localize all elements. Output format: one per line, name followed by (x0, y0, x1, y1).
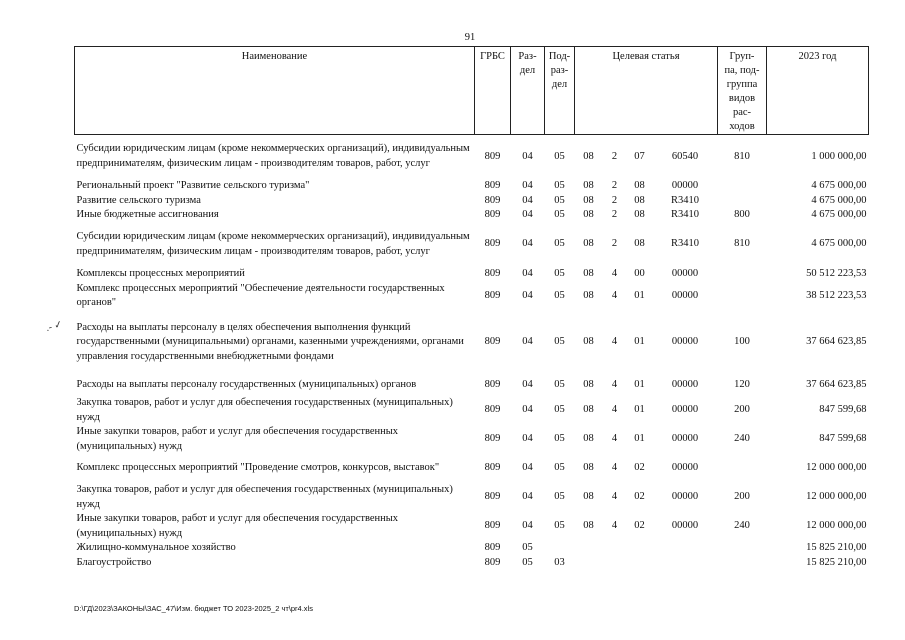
cell-name: Расходы на выплаты персоналу государственных (муниципальных) органов (76, 378, 417, 390)
header-year: 2023 год (767, 47, 869, 135)
cell-name: Субсидии юридическим лицам (кроме некоммерческих организаций), индивидуальным предпринимателям, физическим лицам - производителям товаров, работ, услуг (76, 143, 470, 169)
cell-pr: 05 (554, 289, 565, 301)
cell-vr (718, 541, 767, 556)
cell-grbs: 809 (484, 336, 501, 348)
cell-grbs: 809 (484, 179, 501, 191)
cell-grbs: 809 (484, 378, 501, 390)
cell-t2 (603, 556, 627, 571)
cell-sum: 12 000 000,00 (806, 491, 867, 503)
cell-t2: 4 (611, 433, 618, 445)
scan-mark: .- ✓ (44, 319, 64, 334)
cell-t3: 08 (634, 209, 645, 220)
cell-t1: 08 (583, 491, 594, 503)
cell-t4: 00000 (671, 267, 699, 279)
cell-name: Субсидии юридическим лицам (кроме некоммерческих организаций), индивидуальным предпринимателям, физическим лицам - производителям товаров, работ, услуг (76, 231, 470, 257)
cell-grbs: 809 (484, 462, 501, 474)
cell-t1: 08 (583, 433, 594, 445)
cell-name: Закупка товаров, работ и услуг для обеспечения государственных (муниципальных) нужд (76, 397, 453, 423)
cell-t4 (653, 556, 718, 571)
cell-pr: 05 (554, 378, 565, 390)
cell-t2: 2 (611, 150, 618, 162)
cell-t3: 02 (634, 520, 645, 532)
cell-t1: 08 (583, 238, 594, 250)
cell-t4: 00000 (671, 491, 699, 503)
header-name: Наименование (75, 47, 475, 135)
cell-sum: 4 675 000,00 (811, 209, 867, 220)
table-row (75, 135, 869, 179)
cell-name: Иные бюджетные ассигнования (76, 209, 219, 220)
cell-name: Жилищно-коммунальное хозяйство (76, 542, 236, 554)
header-razdel: Раз- дел (511, 47, 545, 135)
cell-name: Развитие сельского туризма (76, 194, 201, 206)
cell-vr (718, 267, 767, 282)
cell-t1: 08 (583, 462, 594, 474)
cell-pr: 05 (554, 238, 565, 250)
table-row (75, 179, 869, 194)
cell-rz: 04 (522, 378, 533, 390)
cell-name: Закупка товаров, работ и услуг для обеспечения государственных (муниципальных) нужд (76, 484, 453, 510)
cell-rz: 04 (522, 150, 533, 162)
cell-t1: 08 (583, 209, 594, 220)
cell-t4: 00000 (671, 336, 699, 348)
cell-vr: 120 (734, 378, 750, 390)
cell-pr: 05 (554, 433, 565, 445)
cell-pr (545, 541, 575, 556)
cell-vr (718, 194, 767, 209)
cell-name: Благоустройство (76, 557, 152, 569)
cell-vr: 240 (734, 520, 750, 532)
cell-sum: 847 599,68 (819, 433, 867, 445)
cell-t4: 00000 (671, 520, 699, 532)
cell-name: Расходы на выплаты персоналу в целях обеспечения выполнения функций государственными (муниципальными) органами, казенными учреждениями, органами управления государственными внебюджетными фондами (76, 321, 464, 362)
cell-t3: 02 (634, 491, 645, 503)
cell-rz: 04 (522, 462, 533, 474)
table-row (75, 281, 869, 311)
cell-t3: 01 (634, 289, 645, 301)
cell-t3: 01 (634, 336, 645, 348)
cell-vr: 100 (734, 336, 750, 348)
cell-pr: 05 (554, 150, 565, 162)
cell-sum: 847 599,68 (819, 404, 867, 416)
cell-pr: 05 (554, 179, 565, 191)
cell-vr: 200 (734, 491, 750, 503)
cell-rz: 04 (522, 336, 533, 348)
cell-vr (718, 556, 767, 571)
cell-t3: 01 (634, 404, 645, 416)
cell-name: Комплексы процессных мероприятий (76, 267, 245, 279)
cell-sum: 38 512 223,53 (806, 289, 867, 301)
cell-sum: 4 675 000,00 (811, 179, 867, 191)
cell-rz: 04 (522, 194, 533, 206)
cell-rz: 04 (522, 404, 533, 416)
cell-grbs: 809 (484, 209, 501, 220)
cell-pr: 03 (554, 557, 565, 569)
cell-t1: 08 (583, 520, 594, 532)
cell-t1 (575, 556, 603, 571)
cell-t2 (603, 541, 627, 556)
cell-t4: 00000 (671, 179, 699, 191)
cell-pr: 05 (554, 336, 565, 348)
cell-grbs: 809 (484, 491, 501, 503)
cell-t2: 2 (611, 194, 618, 206)
cell-rz: 04 (522, 491, 533, 503)
cell-vr (718, 281, 767, 311)
cell-rz: 04 (522, 209, 533, 220)
cell-t4: 00000 (671, 289, 699, 301)
header-grbs: ГРБС (475, 47, 511, 135)
table-row (75, 541, 869, 556)
cell-name: Региональный проект "Развитие сельского туризма" (76, 179, 310, 191)
cell-grbs: 809 (484, 194, 501, 206)
table-row (75, 311, 869, 374)
cell-rz: 04 (522, 267, 533, 279)
cell-vr: 240 (734, 433, 750, 445)
cell-t2: 4 (611, 520, 618, 532)
cell-vr (718, 454, 767, 483)
cell-rz: 04 (522, 238, 533, 250)
cell-sum: 15 825 210,00 (806, 557, 867, 569)
cell-t1: 08 (583, 194, 594, 206)
table-body (75, 135, 869, 572)
budget-table (74, 46, 869, 571)
cell-vr (718, 179, 767, 194)
cell-vr: 200 (734, 404, 750, 416)
table-row (75, 396, 869, 425)
cell-vr: 800 (734, 209, 750, 220)
footer-file-path: D:\ГД\2023\ЗАКОНЫ\ЗАС_47\Изм. бюджет ТО 2023-2025_2 чт\pr4.xls (74, 604, 313, 613)
cell-pr: 05 (554, 404, 565, 416)
cell-t4: 00000 (671, 433, 699, 445)
cell-t1: 08 (583, 289, 594, 301)
cell-t3 (627, 556, 653, 571)
cell-pr: 05 (554, 520, 565, 532)
cell-t4: 00000 (671, 404, 699, 416)
header-group: Груп- па, под- группа видов рас- ходов (718, 47, 767, 135)
table-row (75, 556, 869, 571)
table-row (75, 425, 869, 454)
cell-t3: 02 (634, 462, 645, 474)
cell-t3: 08 (634, 179, 645, 191)
cell-t4: 60540 (671, 150, 699, 162)
table-row (75, 374, 869, 396)
cell-t2: 4 (611, 491, 618, 503)
cell-grbs: 809 (484, 238, 501, 250)
cell-vr: 810 (734, 150, 750, 162)
cell-t1: 08 (583, 150, 594, 162)
cell-t2: 2 (611, 179, 618, 191)
cell-rz: 05 (522, 557, 533, 569)
cell-t1: 08 (583, 267, 594, 279)
cell-t4: 00000 (671, 462, 699, 474)
cell-pr: 05 (554, 194, 565, 206)
table-row (75, 267, 869, 282)
cell-sum: 4 675 000,00 (811, 194, 867, 206)
cell-t3: 07 (634, 150, 645, 162)
cell-sum: 37 664 623,85 (806, 336, 867, 348)
cell-t2: 2 (611, 209, 618, 220)
table-row (75, 223, 869, 267)
cell-grbs: 809 (484, 433, 501, 445)
cell-t2: 4 (611, 404, 618, 416)
cell-rz: 04 (522, 289, 533, 301)
cell-t2: 4 (611, 336, 618, 348)
cell-rz: 04 (522, 433, 533, 445)
cell-t1: 08 (583, 179, 594, 191)
cell-pr: 05 (554, 491, 565, 503)
cell-sum: 1 000 000,00 (811, 150, 867, 162)
cell-t4: R3410 (670, 209, 699, 220)
cell-sum: 4 675 000,00 (811, 238, 867, 250)
cell-t3: 08 (634, 238, 645, 250)
cell-grbs: 809 (484, 542, 501, 554)
cell-grbs: 809 (484, 520, 501, 532)
table-row (75, 483, 869, 512)
cell-t2: 4 (611, 462, 618, 474)
cell-sum: 37 664 623,85 (806, 378, 867, 390)
cell-t2: 4 (611, 267, 618, 279)
header-podrazdel: Под- раз- дел (545, 47, 575, 135)
cell-sum: 50 512 223,53 (806, 267, 867, 279)
cell-t4: R3410 (670, 194, 699, 206)
cell-t3: 01 (634, 433, 645, 445)
cell-t4 (653, 541, 718, 556)
cell-rz: 04 (522, 179, 533, 191)
cell-rz: 04 (522, 520, 533, 532)
cell-t1: 08 (583, 336, 594, 348)
cell-pr: 05 (554, 267, 565, 279)
cell-name: Иные закупки товаров, работ и услуг для обеспечения государственных (муниципальных) нужд (76, 513, 399, 539)
cell-grbs: 809 (484, 289, 501, 301)
cell-t4: R3410 (670, 238, 699, 250)
cell-t4: 00000 (671, 378, 699, 390)
cell-t3: 00 (634, 267, 645, 279)
cell-vr: 810 (734, 238, 750, 250)
table-row (75, 208, 869, 223)
cell-sum: 12 000 000,00 (806, 462, 867, 474)
cell-grbs: 809 (484, 557, 501, 569)
cell-name: Иные закупки товаров, работ и услуг для обеспечения государственных (муниципальных) нужд (76, 426, 399, 452)
page-number: 91 (464, 32, 476, 43)
cell-t1: 08 (583, 404, 594, 416)
cell-name: Комплекс процессных мероприятий "Проведение смотров, конкурсов, выставок" (76, 462, 440, 474)
cell-t1: 08 (583, 378, 594, 390)
table-row (75, 512, 869, 541)
table-row (75, 454, 869, 483)
cell-pr: 05 (554, 462, 565, 474)
cell-pr: 05 (554, 209, 565, 220)
cell-t2: 4 (611, 289, 618, 301)
header-target: Целевая статья (575, 47, 718, 135)
table-row (75, 194, 869, 209)
cell-t2: 4 (611, 378, 618, 390)
cell-t1 (575, 541, 603, 556)
cell-name: Комплекс процессных мероприятий "Обеспечение деятельности государственных органов" (76, 282, 445, 308)
cell-t3 (627, 541, 653, 556)
cell-t2: 2 (611, 238, 618, 250)
cell-rz: 05 (522, 542, 533, 554)
cell-sum: 12 000 000,00 (806, 520, 867, 532)
cell-grbs: 809 (484, 404, 501, 416)
cell-grbs: 809 (484, 267, 501, 279)
cell-t3: 08 (634, 194, 645, 206)
cell-sum: 15 825 210,00 (806, 542, 867, 554)
cell-t3: 01 (634, 378, 645, 390)
cell-grbs: 809 (484, 150, 501, 162)
header-row (75, 47, 869, 135)
